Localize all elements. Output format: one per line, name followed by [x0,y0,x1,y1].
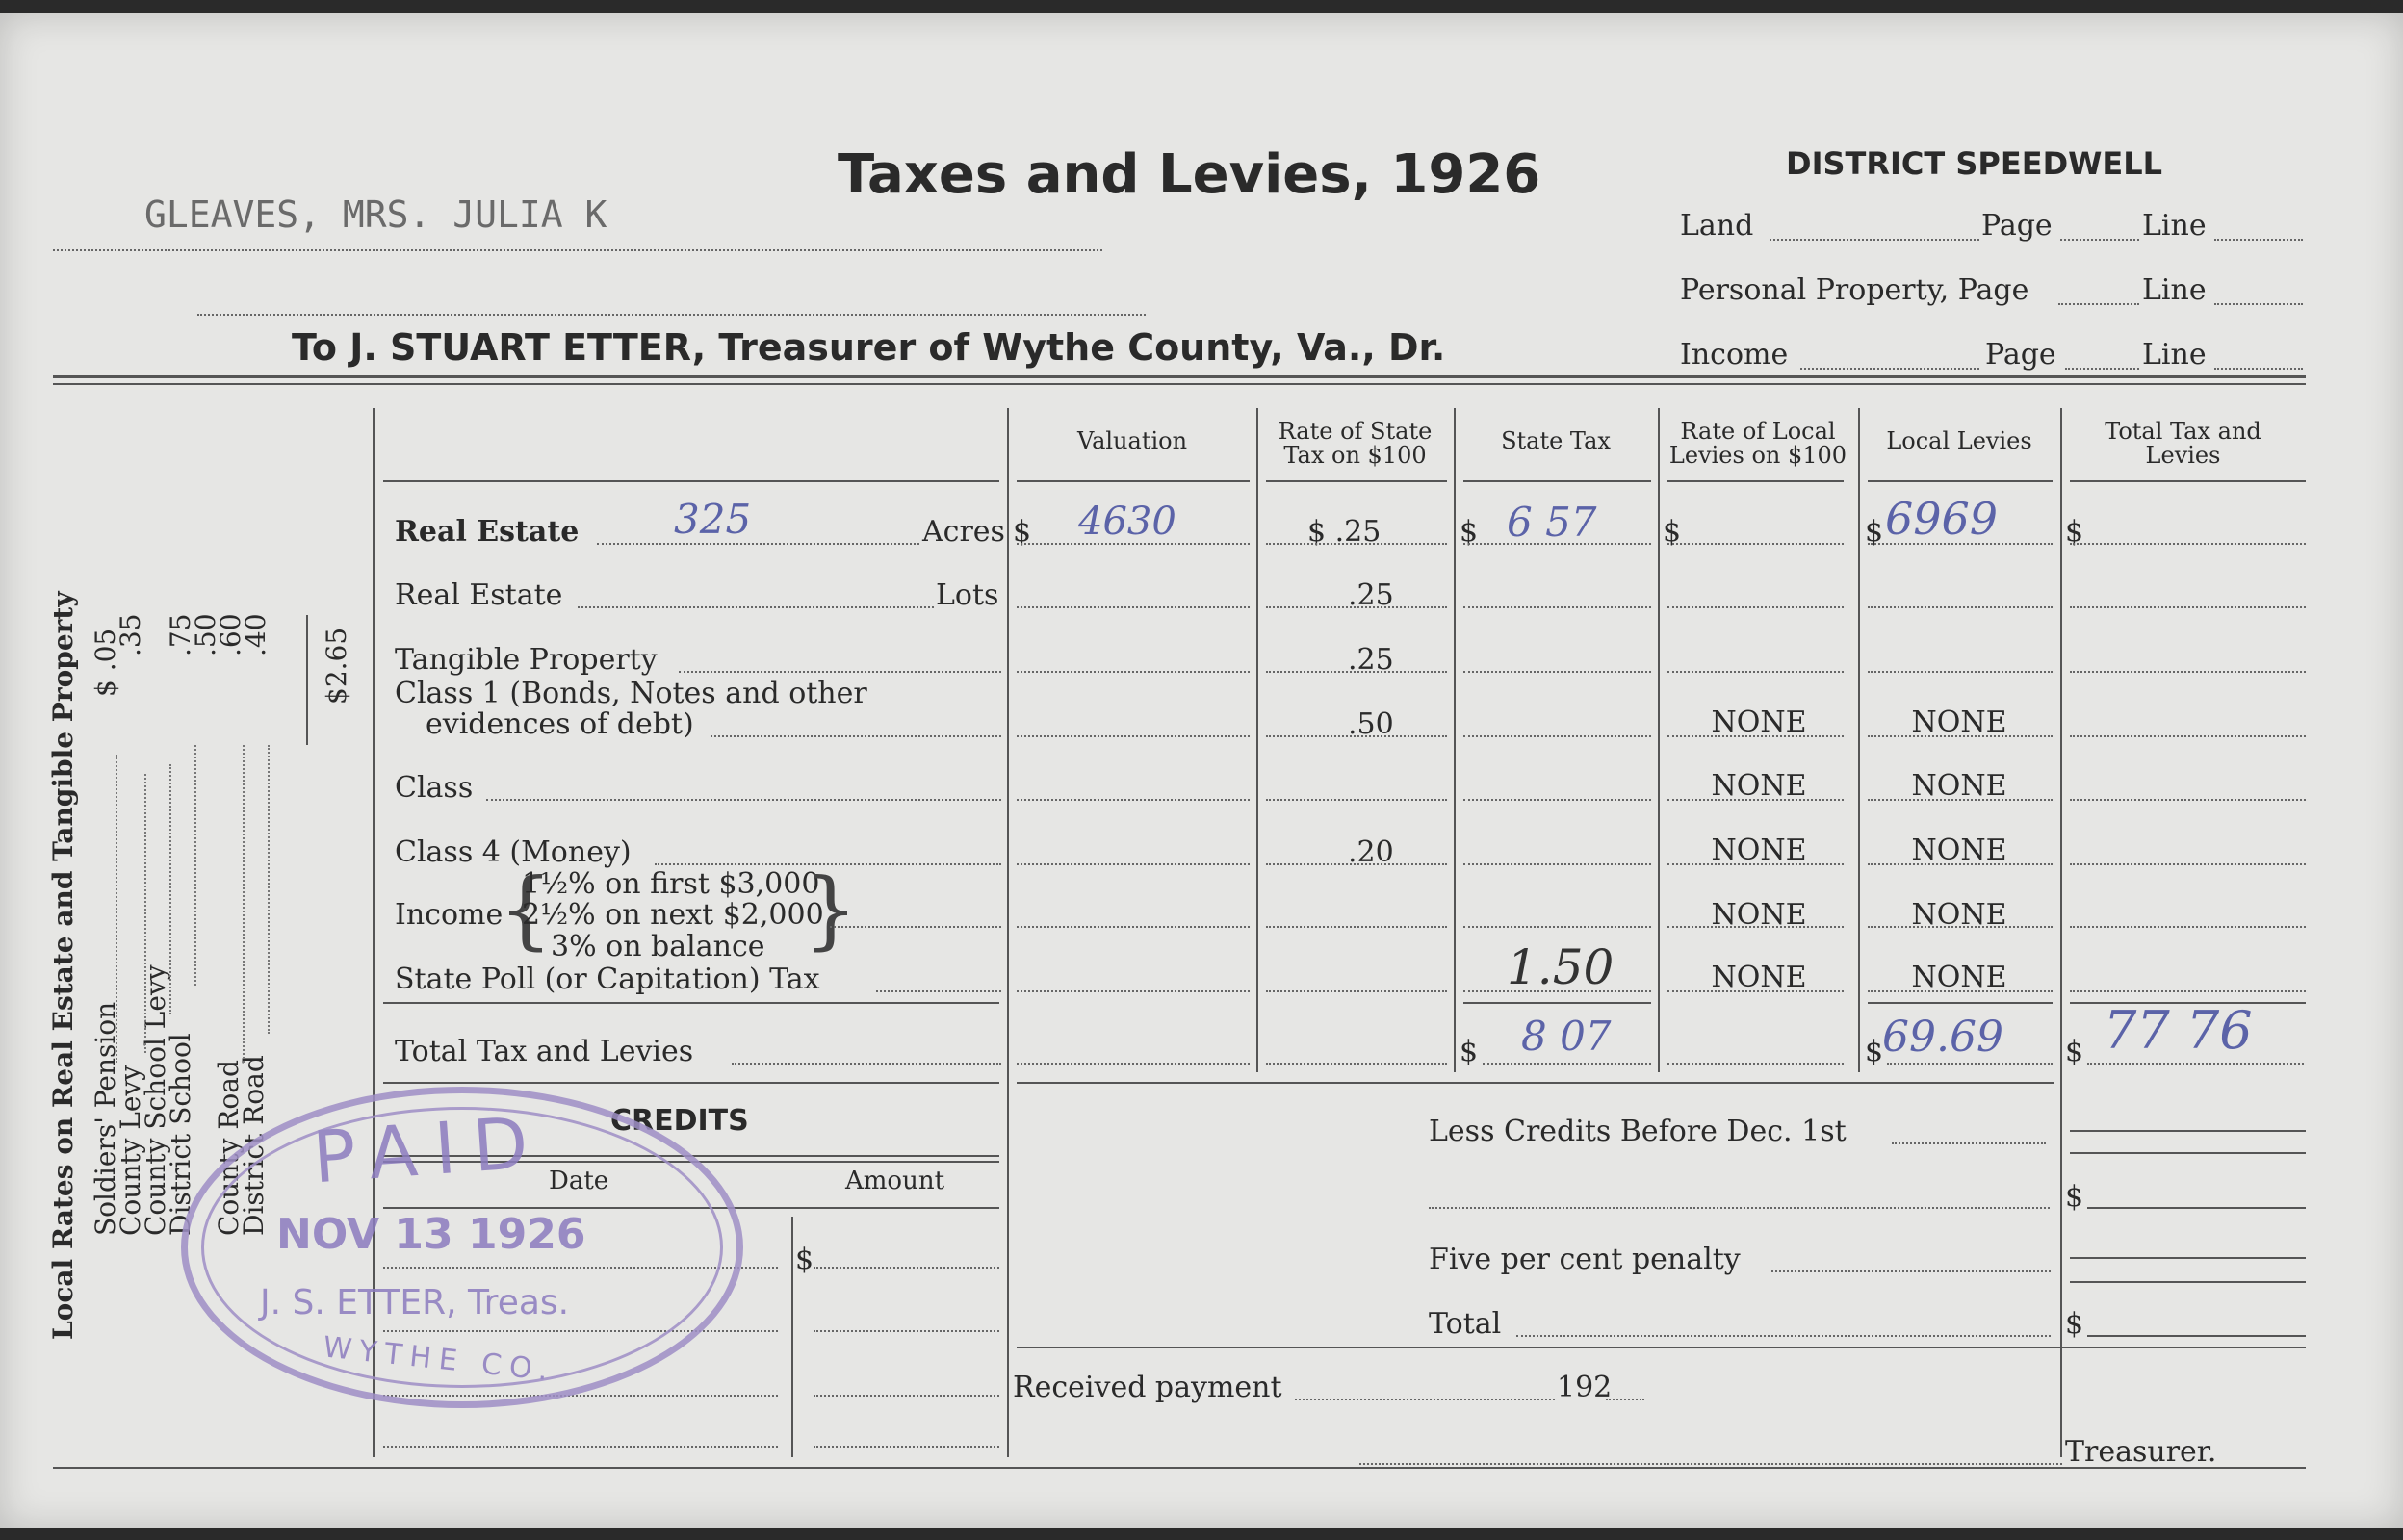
rate-local-value: NONE [1711,769,1807,803]
table-cell-rule [1463,990,1651,992]
table-cell-rule [1266,735,1447,737]
local-levies-value: NONE [1911,769,2007,803]
table-cell-rule [1017,863,1250,865]
table-cell-rule [1266,606,1447,608]
table-cell-rule [1463,606,1651,608]
table-cell-rule [1463,799,1651,801]
local-rates-title: Local Rates on Real Estate and Tangible Property [47,591,79,1340]
local-levies-value: NONE [1911,834,2007,867]
dollar-sign: $ [1013,515,1032,549]
stamp-date: NOV 13 1926 [276,1210,586,1259]
local-rate-value: .75 [165,613,196,656]
col-header-state-tax: State Tax [1501,427,1611,454]
table-cell-rule [2070,863,2306,865]
table-cell-rule [1667,543,1844,545]
stamp-name: J. S. ETTER, Treas. [260,1283,570,1322]
stamp-paid: PAID [310,1100,549,1200]
local-rate-value: .35 [115,613,146,656]
valuation-value: 4630 [1078,500,1176,544]
table-cell-rule [1266,799,1447,801]
credits-dollar: $ [795,1243,814,1276]
row-real-estate-acres-label: Real Estate [395,515,580,549]
col-header-rate-local: Rate of Local Levies on $100 [1668,418,1847,470]
ref-land-line: Line [2142,209,2207,243]
stamp-county: WYTHE CO. [321,1330,557,1389]
row-tangible-label: Tangible Property [395,643,658,677]
row-class4-label: Class 4 (Money) [395,835,632,869]
table-cell-rule [1017,926,1250,928]
income-bracket-2: 2½% on next $2,000 [522,898,824,932]
tax-form [0,13,2403,1528]
row-lots-suffix: Lots [936,578,999,612]
dollar-sign: $ [1663,515,1682,549]
rate-state-value: .25 [1348,643,1394,677]
ref-income-label: Income [1680,338,1789,372]
table-cell-rule [1463,543,1651,545]
local-rates-total: $2.65 [321,627,352,705]
table-cell-rule [2070,926,2306,928]
ref-income-page: Page [1985,338,2056,372]
table-cell-rule [1667,606,1844,608]
local-rate-label: Soldiers' Pension [90,1001,121,1236]
local-rate-value: .40 [240,613,271,656]
local-levies-value: NONE [1911,706,2007,739]
rate-state-value: .25 [1348,578,1394,612]
table-cell-rule [2070,606,2306,608]
total-tax-and-levies: 77 76 [2104,1000,2253,1061]
dollar-sign: $ [1460,1035,1479,1068]
dollar-sign: $ [2065,515,2084,549]
table-cell-rule [2070,735,2306,737]
table-cell-rule [1667,799,1844,801]
state-tax-value: 6 57 [1507,499,1597,546]
rate-local-value: NONE [1711,834,1807,867]
poll-state-tax: 1.50 [1507,939,1615,995]
local-rate-label: District Road [238,1055,270,1236]
credits-amount-header: Amount [845,1167,945,1195]
table-cell-rule [2070,543,2306,545]
taxpayer-name: GLEAVES, MRS. JULIA K [144,193,607,236]
form-title: Taxes and Levies, 1926 [838,143,1541,206]
table-cell-rule [1266,990,1447,992]
table-cell-rule [1868,606,2053,608]
local-levies-value: NONE [1911,961,2007,994]
local-rate-label: County Levy [115,1065,146,1236]
row-class-label: Class [395,771,474,805]
total-state-tax: 8 07 [1521,1013,1612,1060]
table-cell-rule [1017,990,1250,992]
col-header-rate-state: Rate of State Tax on $100 [1278,418,1433,470]
local-levies-value: 6969 [1885,493,1999,545]
table-cell-rule [1868,863,2053,865]
local-rate-label: County School Levy [140,964,171,1236]
acres-value: 325 [674,496,752,543]
local-rate-value: .60 [215,613,246,656]
paid-stamp [181,1087,743,1408]
rate-state-value: $ .25 [1307,515,1382,549]
local-rate-label: District School [165,1033,196,1236]
treasurer-signature-label: Treasurer. [2065,1435,2217,1469]
table-cell-rule [1017,543,1250,545]
table-cell-rule [1017,606,1250,608]
treasurer-line: To J. STUART ETTER, Treasurer of Wythe County, Va., Dr. [292,326,1446,369]
col-header-valuation: Valuation [1076,427,1188,454]
table-cell-rule [1868,990,2053,992]
less-credits-label: Less Credits Before Dec. 1st [1429,1115,1847,1148]
total-label: Total [1429,1307,1502,1341]
row-income-label: Income [395,898,504,932]
table-cell-rule [1667,863,1844,865]
table-cell-rule [1667,671,1844,673]
rate-local-value: NONE [1711,706,1807,739]
table-cell-rule [1017,671,1250,673]
dollar-sign: $ [1865,1035,1884,1068]
table-cell-rule [2070,671,2306,673]
dollar-sign: $ [2065,1035,2084,1068]
credits-date-header: Date [549,1167,609,1195]
dollar-sign: $ [2065,1307,2084,1341]
income-bracket-1: 1½% on first $3,000 [522,867,820,901]
income-right-brace: } [804,860,858,959]
local-levies-value: NONE [1911,898,2007,932]
table-cell-rule [1266,926,1447,928]
table-cell-rule [1667,735,1844,737]
table-cell-rule [1463,671,1651,673]
ref-land-label: Land [1680,209,1754,243]
dollar-sign: $ [1460,515,1479,549]
table-cell-rule [1266,671,1447,673]
row-acres-suffix: Acres [922,515,1005,549]
table-cell-rule [1868,671,2053,673]
income-bracket-3: 3% on balance [551,930,765,963]
local-rate-value: $ .05 [90,628,121,697]
ref-personal-line: Line [2142,273,2207,307]
row-class1-label2: evidences of debt) [426,707,694,741]
received-payment-label: Received payment [1013,1371,1282,1404]
credits-title: CREDITS [610,1104,749,1138]
income-left-brace: { [499,860,553,959]
district-name: DISTRICT SPEEDWELL [1786,145,2163,182]
rate-local-value: NONE [1711,898,1807,932]
ref-personal-label: Personal Property, Page [1680,273,2029,307]
rate-state-value: .50 [1348,707,1394,741]
received-year: 192 [1557,1371,1613,1404]
table-cell-rule [1266,863,1447,865]
row-poll-label: State Poll (or Capitation) Tax [395,962,820,996]
table-cell-rule [2070,990,2306,992]
table-cell-rule [1463,863,1651,865]
local-rate-label: County Road [213,1060,245,1236]
dollar-sign: $ [1865,515,1884,549]
table-cell-rule [1868,926,2053,928]
row-real-estate-lots-label: Real Estate [395,578,563,612]
table-cell-rule [1667,926,1844,928]
table-cell-rule [1868,735,2053,737]
col-header-total: Total Tax and Levies [2105,418,2261,470]
table-cell-rule [2070,799,2306,801]
table-cell-rule [1463,735,1651,737]
col-header-local-levies: Local Levies [1886,427,2032,454]
table-cell-rule [1017,799,1250,801]
rate-local-value: NONE [1711,961,1807,994]
rate-state-value: .20 [1348,835,1394,869]
table-cell-rule [1266,543,1447,545]
row-total-label: Total Tax and Levies [395,1035,694,1068]
row-class1-label: Class 1 (Bonds, Notes and other [395,677,867,710]
total-local-levies: 69.69 [1882,1013,2003,1062]
table-cell-rule [1017,735,1250,737]
penalty-label: Five per cent penalty [1429,1243,1741,1276]
ref-land-page: Page [1981,209,2053,243]
table-cell-rule [1463,926,1651,928]
table-cell-rule [1868,543,2053,545]
table-cell-rule [1868,799,2053,801]
ref-income-line: Line [2142,338,2207,372]
local-rate-value: .50 [190,613,221,656]
dollar-sign: $ [2065,1180,2084,1214]
table-cell-rule [1667,990,1844,992]
